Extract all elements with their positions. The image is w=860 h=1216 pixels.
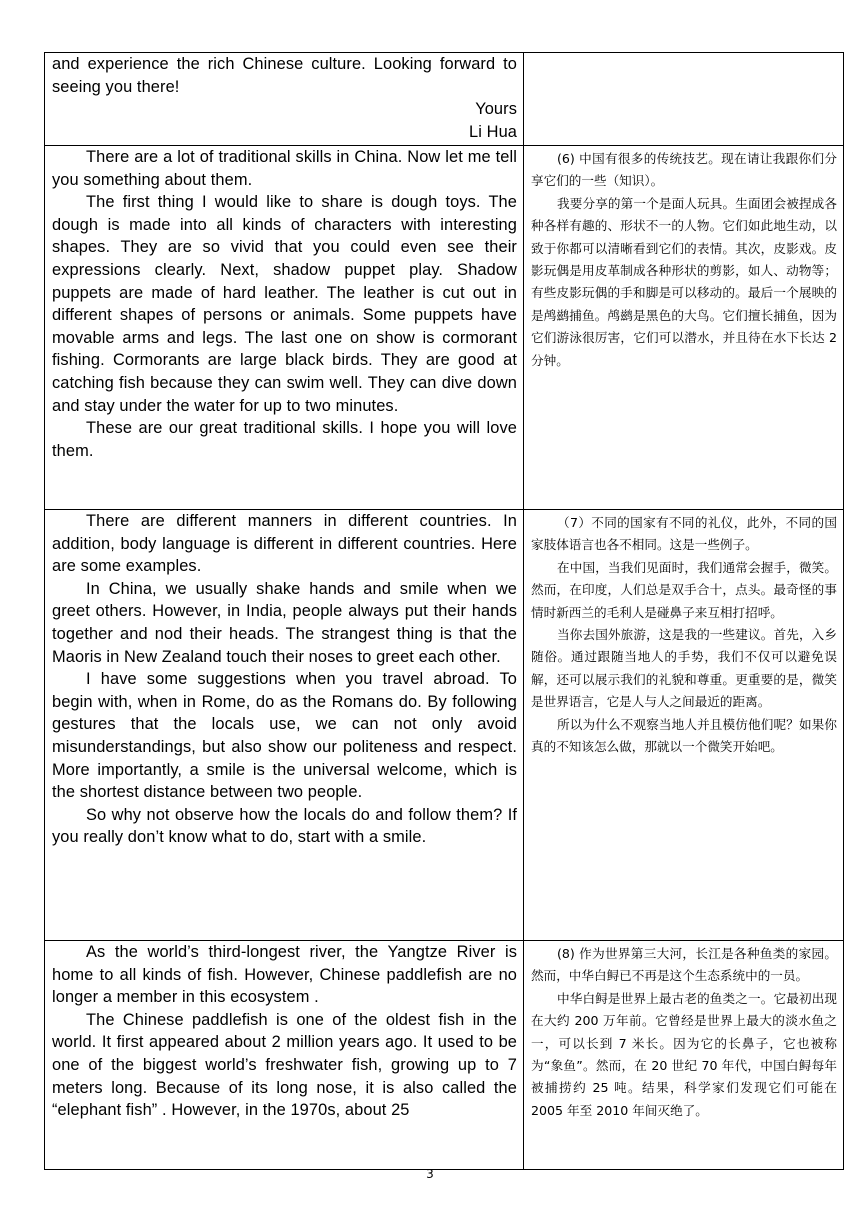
paragraph: 我要分享的第一个是面人玩具。生面团会被捏成各种各样有趣的、形状不一的人物。它们如此地生动，以致于你都可以清晰看到它们的表情。其次，皮影戏。皮影玩偶是用皮革制成各种形状的剪影，如人、动物等；有些皮影玩偶的手和脚是可以移动的。最后一个展映的是鸬鹚捕鱼。鸬鹚是黑色的大鸟。它们擅长捕鱼，因为它们游泳很厉害，它们可以潜水，并且待在水下长达 2 分钟。 <box>531 195 837 368</box>
paragraph: 中华白鲟是世界上最古老的鱼类之一。它最初出现在大约 200 万年前。它曾经是世界上最大的淡水鱼之一，可以长到 7 米长。因为它的长鼻子，它也被称为“象鱼”。然而，在 20 世纪 70 年代，中国白鲟每年被捕捞约 25 吨。结果，科学家们发现它们可能在 2005 年至 2010 年间灭绝了。 <box>531 990 837 1118</box>
page-number: 3 <box>426 1167 434 1181</box>
paragraph: The Chinese paddlefish is one of the oldest fish in the world. It first appeared about 2 million years ago. It used to be one of the biggest world’s freshwater fish, growing up to 7 meters long. Because of its long nose, it is also called the “elephant fish” . However, in the 1970s, about 25 <box>52 1010 517 1120</box>
paragraph: These are our great traditional skills. I hope you will love them. <box>52 419 517 460</box>
paragraph: and experience the rich Chinese culture. Looking forward to seeing you there! <box>52 55 517 96</box>
paragraph: There are a lot of traditional skills in China. Now let me tell you something about them. <box>52 148 517 189</box>
chinese-cell <box>524 53 844 146</box>
paragraph: So why not observe how the locals do and follow them? If you really don’t know what to do, start with a smile. <box>52 805 517 847</box>
english-cell <box>45 53 524 146</box>
chinese-cell <box>524 510 844 941</box>
document-page <box>44 52 837 1170</box>
table-row <box>45 53 844 146</box>
english-cell <box>45 510 524 941</box>
bilingual-table <box>44 52 844 1170</box>
paragraph: 当你去国外旅游，这是我的一些建议。首先，入乡随俗。通过跟随当地人的手势，我们不仅可以避免误解，还可以展示我们的礼貌和尊重。更重要的是，微笑是世界语言，它是人与人之间最近的距离。 <box>531 627 837 710</box>
signature-name: Li Hua <box>469 122 517 141</box>
paragraph: As the world’s third-longest river, the Yangtze River is home to all kinds of fish. However, Chinese paddlefish are no longer a member in this ecosystem . <box>52 943 517 1007</box>
paragraph: （7）不同的国家有不同的礼仪，此外，不同的国家肢体语言也各不相同。这是一些例子。 <box>531 515 837 553</box>
paragraph: I have some suggestions when you travel abroad. To begin with, when in Rome, do as the Romans do. By following gestures that the locals use, we can not only avoid misunderstandings, but also show our politeness and respect. More importantly, a smile is the universal welcome, which is the shortest distance between two people. <box>52 670 517 802</box>
paragraph: (8) 作为世界第三大河，长江是各种鱼类的家园。然而，中华白鲟已不再是这个生态系统中的一员。 <box>531 946 837 984</box>
paragraph: 所以为什么不观察当地人并且模仿他们呢？如果你真的不知该怎么做，那就以一个微笑开始吧。 <box>531 716 837 755</box>
table-row <box>45 146 844 510</box>
english-cell <box>45 146 524 510</box>
paragraph: In China, we usually shake hands and smile when we greet others. However, in India, people always put their hands together and nod their heads. The strangest thing is that the Maoris in New Zealand touch their noses to greet each other. <box>52 579 517 666</box>
paragraph: 在中国，当我们见面时，我们通常会握手，微笑。然而，在印度，人们总是双手合十，点头。最奇怪的事情时新西兰的毛利人是碰鼻子来互相打招呼。 <box>531 559 837 620</box>
chinese-cell <box>524 941 844 1170</box>
paragraph: There are different manners in different countries. In addition, body language is different in different countries. Here are some examples. <box>52 512 517 576</box>
table-row <box>45 510 844 941</box>
paragraph: (6) 中国有很多的传统技艺。现在请让我跟你们分享它们的一些（知识）。 <box>531 151 837 189</box>
closing-line: Yours <box>475 100 517 119</box>
table-row <box>45 941 844 1170</box>
paragraph: The first thing I would like to share is dough toys. The dough is made into all kinds of characters with interesting shapes. They are so vivid that you could even see their expressions clearly. Next, shadow puppet play. Shadow puppets are made of hard leather. The leather is cut out in different shapes of persons or animals. Some puppets have movable arms and legs. The last one on show is cormorant fishing. Cormorants are large black birds. They are good at catching fish because they can swim well. They can dive down and stay under the water for up to two minutes. <box>52 193 517 415</box>
english-cell <box>45 941 524 1170</box>
chinese-cell <box>524 146 844 510</box>
